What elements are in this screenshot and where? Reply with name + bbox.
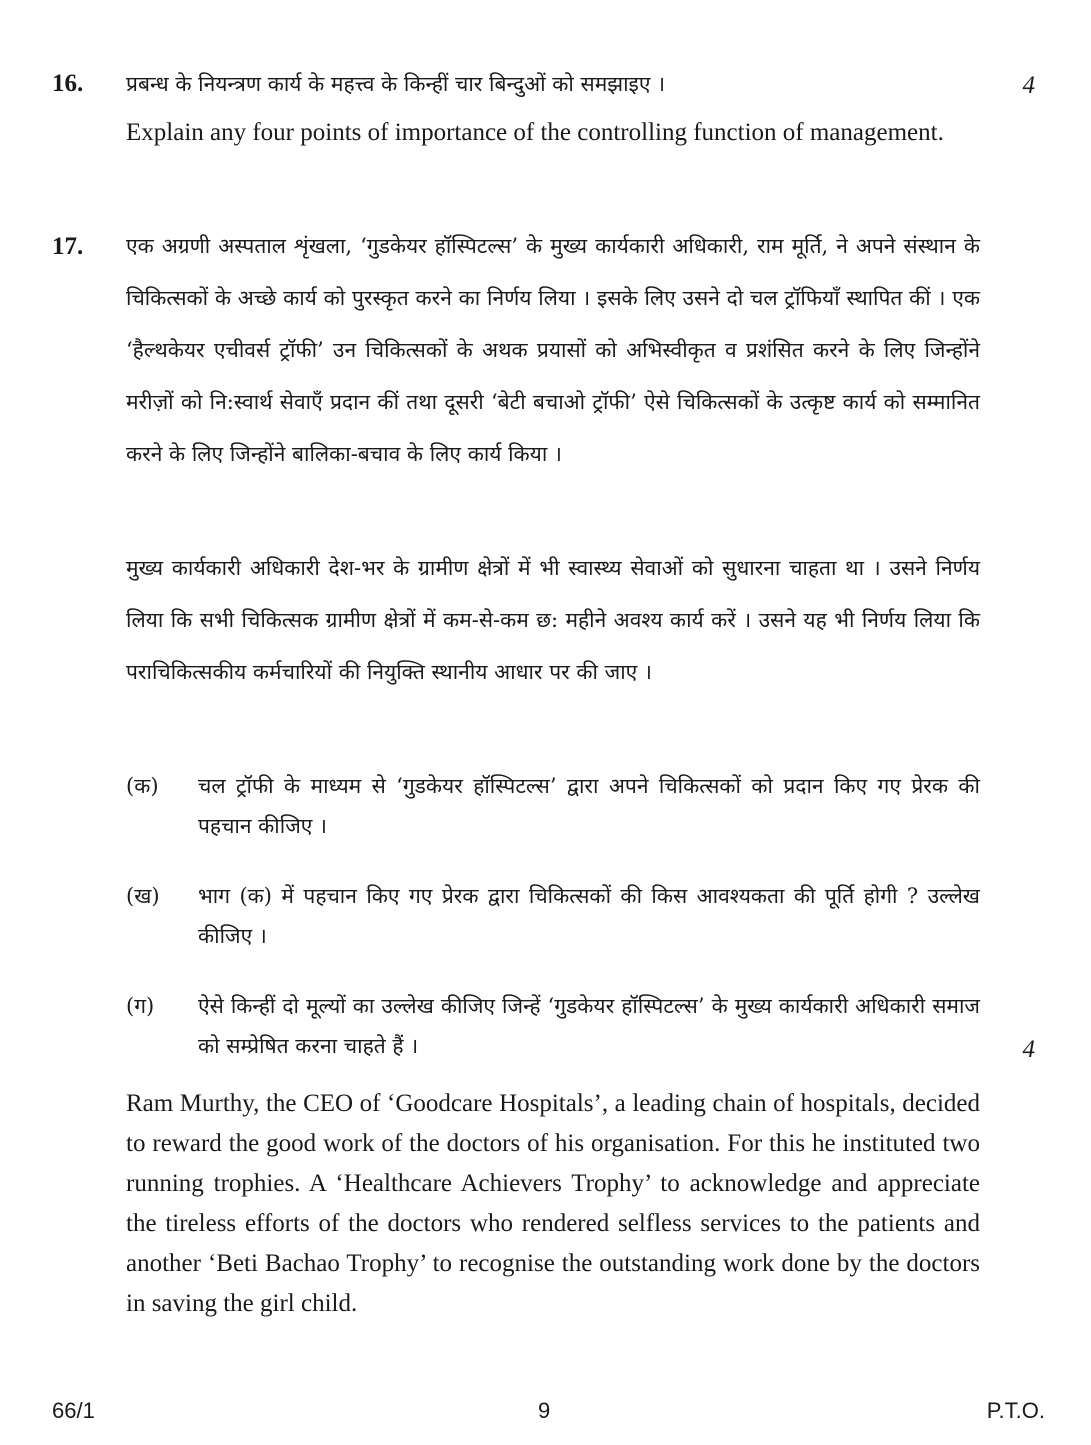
pto-label: P.T.O.: [986, 1398, 1045, 1423]
part-ka-label: (क): [126, 774, 159, 798]
question-16-number: 16.: [52, 70, 84, 97]
question-16-english: Explain any four points of importance of the controlling function of management.: [126, 119, 944, 146]
question-17-hindi-para-1: एक अग्रणी अस्पताल शृंखला, ‘गुडकेयर हॉस्पिटल्स’ के मुख्य कार्यकारी अधिकारी, राम मूर्ति, ने अपने संस्थान के चिकित्सकों के अच्छे कार्य को पुरस्कृत करने का निर्णय लिया । इसके लिए उसने दो चल ट्रॉफियाँ स्थापित कीं । एक ‘हैल्थकेयर एचीवर्स ट्रॉफी’ उन चिकित्सकों के अथक प्रयासों को अभिस्वीकृत व प्रशंसित करने के लिए जिन्होंने मरीज़ों को नि:स्वार्थ सेवाएँ प्रदान कीं तथा दूसरी ‘बेटी बचाओ ट्रॉफी’ ऐसे चिकित्सकों के उत्कृष्ट कार्य को सम्मानित करने के लिए जिन्होंने बालिका-बचाव के लिए कार्य किया ।: [126, 234, 980, 466]
question-17-hindi-para-2: मुख्य कार्यकारी अधिकारी देश-भर के ग्रामीण क्षेत्रों में भी स्वास्थ्य सेवाओं को सुधारना चाहता था । उसने निर्णय लिया कि सभी चिकित्सक ग्रामीण क्षेत्रों में कम-से-कम छ: महीने अवश्य कार्य करें । उसने यह भी निर्णय लिया कि पराचिकित्सकीय कर्मचारियों की नियुक्ति स्थानीय आधार पर की जाए ।: [126, 556, 980, 684]
part-kha-label: (ख): [126, 884, 160, 908]
part-ka-text: चल ट्रॉफी के माध्यम से ‘गुडकेयर हॉस्पिटल्स’ द्वारा अपने चिकित्सकों को प्रदान किए गए प्रेरक की पहचान कीजिए ।: [198, 774, 980, 838]
question-17-number: 17.: [52, 233, 84, 260]
question-16-hindi: प्रबन्ध के नियन्त्रण कार्य के महत्त्व के किन्हीं चार बिन्दुओं को समझाइए ।: [126, 72, 666, 96]
part-ga-text: ऐसे किन्हीं दो मूल्यों का उल्लेख कीजिए जिन्हें ‘गुडकेयर हॉस्पिटल्स’ के मुख्य कार्यकारी अधिकारी समाज को सम्प्रेषित करना चाहते हैं ।: [198, 994, 980, 1058]
part-ga-label: (ग): [126, 994, 155, 1018]
question-17-marks: 4: [1022, 1036, 1035, 1063]
question-16-marks: 4: [1022, 72, 1035, 99]
page-number: 9: [538, 1398, 551, 1423]
part-kha-text: भाग (क) में पहचान किए गए प्रेरक द्वारा चिकित्सकों की किस आवश्यकता की पूर्ति होगी ? उल्लेख कीजिए ।: [198, 884, 980, 948]
question-17-english-para-1: Ram Murthy, the CEO of ‘Goodcare Hospitals’, a leading chain of hospitals, decided to reward the good work of the doctors of his organisation. For this he instituted two running trophies. A ‘Healthcare Achievers Trophy’ to acknowledge and appreciate the tireless efforts of the doctors who rendered selfless services to the patients and another ‘Beti Bachao Trophy’ to recognise the outstanding work done by the doctors in saving the girl child.: [126, 1090, 980, 1317]
paper-code: 66/1: [52, 1398, 95, 1423]
